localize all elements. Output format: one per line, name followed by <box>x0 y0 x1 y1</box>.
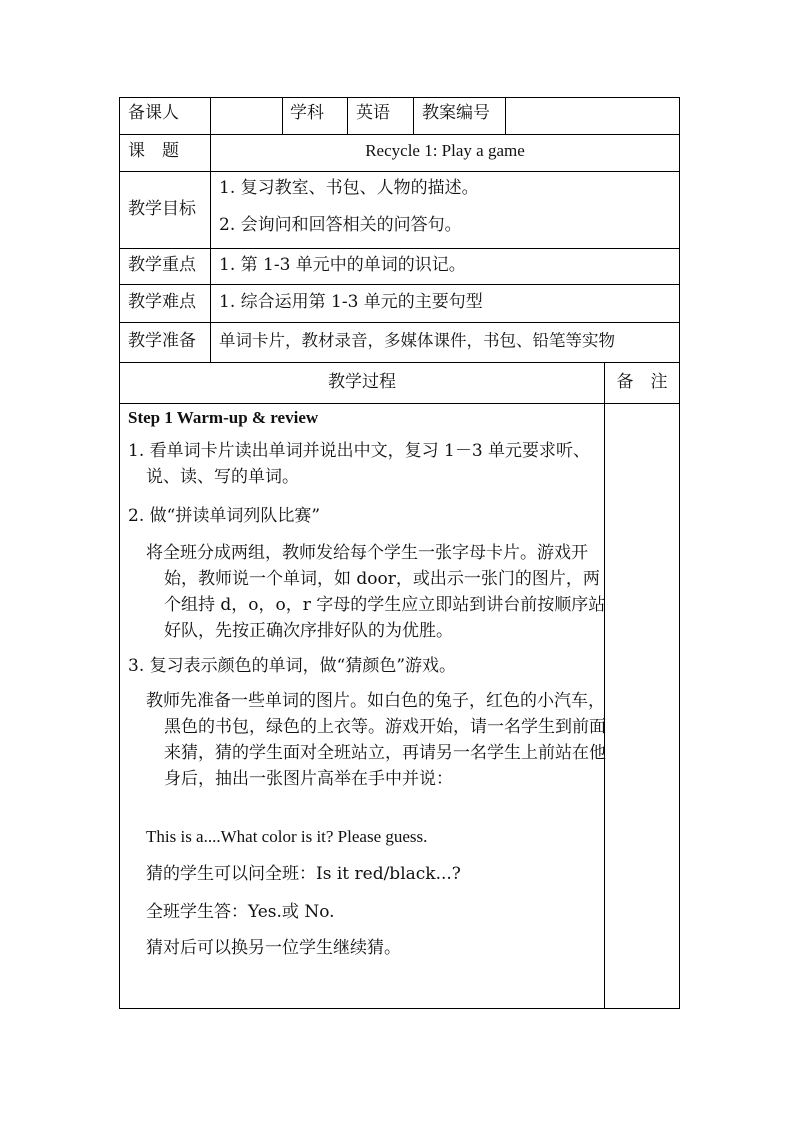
key-points-value: 1. 第 1-3 单元中的单词的识记。 <box>219 255 466 275</box>
table-border <box>119 403 680 404</box>
step-title: Step 1 Warm-up & review <box>128 408 319 427</box>
table-border <box>282 97 283 135</box>
table-border <box>119 171 680 172</box>
table-border <box>347 97 348 135</box>
table-border <box>119 97 120 1009</box>
preparation-value: 单词卡片，教材录音，多媒体课件，书包、铅笔等实物 <box>219 331 615 350</box>
objective-item: 1. 复习教室、书包、人物的描述。 <box>219 178 479 198</box>
topic-label: 课 题 <box>128 141 179 161</box>
table-border <box>119 322 680 323</box>
process-item-2: 2. 做“拼读单词列队比赛” <box>128 506 321 526</box>
preparer-label: 备课人 <box>128 103 179 123</box>
table-border <box>505 97 506 135</box>
example-question: 猜的学生可以问全班：Is it red/black...? <box>146 864 461 884</box>
example-sentence: This is a....What color is it? Please guess. <box>146 827 428 846</box>
preparation-label: 教学准备 <box>128 331 196 351</box>
table-border <box>119 97 680 98</box>
example-closing: 猜对后可以换另一位学生继续猜。 <box>146 938 401 958</box>
table-border <box>413 97 414 135</box>
process-item-2-description: 将全班分成两组，教师发给每个学生一张字母卡片。游戏开始，教师说一个单词，如 door，或出示一张门的图片，两个组持 d，o，o，r 字母的学生应立即站到讲台前按顺序站好队，先按正确次序排好队的为优胜。 <box>146 543 606 641</box>
process-item-1: 1. 看单词卡片读出单词并说出中文，复习 1－3 单元要求听、说、读、写的单词。 <box>128 441 591 487</box>
subject-label: 学科 <box>290 103 324 123</box>
process-header: 教学过程 <box>328 372 396 392</box>
process-item-3-description: 教师先准备一些单词的图片。如白色的兔子，红色的小汽车，黑色的书包，绿色的上衣等。游戏开始，请一名学生到前面来猜，猜的学生面对全班站立，再请另一名学生上前站在他身后，抽出一张图片高举在手中并说： <box>146 691 606 789</box>
subject-value: 英语 <box>356 103 390 123</box>
plan-number-label: 教案编号 <box>422 103 490 123</box>
table-border <box>119 134 680 135</box>
key-points-label: 教学重点 <box>128 255 196 275</box>
table-border <box>119 362 680 363</box>
example-answer: 全班学生答：Yes.或 No. <box>146 902 335 922</box>
difficulties-label: 教学难点 <box>128 292 196 312</box>
process-item-3: 3. 复习表示颜色的单词，做“猜颜色”游戏。 <box>128 656 457 676</box>
objectives-label: 教学目标 <box>128 199 196 219</box>
table-border <box>679 97 680 1009</box>
objective-item: 2. 会询问和回答相关的问答句。 <box>219 215 462 235</box>
topic-value: Recycle 1: Play a game <box>365 141 525 160</box>
notes-header: 备 注 <box>616 372 668 392</box>
table-border <box>119 284 680 285</box>
difficulties-value: 1. 综合运用第 1-3 单元的主要句型 <box>219 292 483 312</box>
table-border <box>119 1008 680 1009</box>
table-border <box>210 97 211 363</box>
table-border <box>119 248 680 249</box>
